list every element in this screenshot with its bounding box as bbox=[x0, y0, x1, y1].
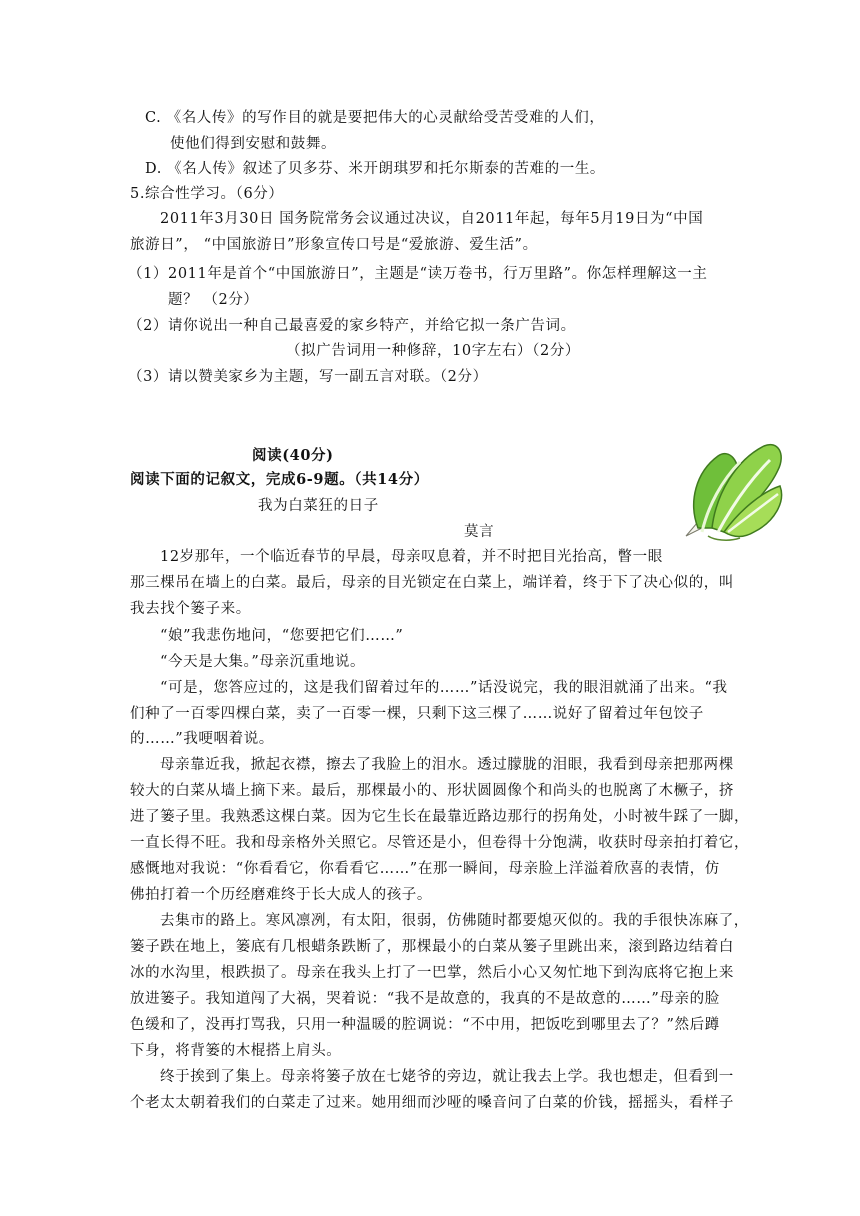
article-line-20: 下身，将背篓的木棍搭上肩头。 bbox=[130, 1043, 342, 1059]
article-line-13: 感慨地对我说：“你看看它，你看看它……”在那一瞬间，母亲脸上洋溢着欣喜的表情，仿 bbox=[130, 861, 720, 877]
article-line-21: 终于挨到了集上。母亲将篓子放在七姥爷的旁边，就让我去上学。我也想走，但看到一 bbox=[160, 1069, 734, 1085]
article-line-1: 12岁那年，一个临近春节的早晨，母亲叹息着，并不时把目光抬高，瞥一眼 bbox=[160, 549, 663, 565]
article-line-10: 较大的白菜从墙上摘下来。最后，那棵最小的、形状圆圆像个和尚头的也脱离了木橛子，挤 bbox=[130, 783, 734, 799]
option-c-line1: C. 《名人传》的写作目的就是要把伟大的心灵献给受苦受难的人们， bbox=[145, 110, 605, 126]
question-5-sub1-line2: 题？ （2分） bbox=[168, 292, 259, 308]
question-5-heading: 5.综合性学习。（6分） bbox=[130, 186, 284, 202]
article-line-2: 那三棵吊在墙上的白菜。最后，母亲的目光锁定在白菜上，端详着，终于下了决心似的，叫 bbox=[130, 575, 734, 591]
reading-section-title: 阅读(40分) bbox=[252, 447, 334, 464]
article-line-8: 的……”我哽咽着说。 bbox=[130, 731, 274, 747]
article-line-12: 一直长得不旺。我和母亲格外关照它。尽管还是小，但卷得十分饱满，收获时母亲拍打着它， bbox=[130, 835, 750, 851]
question-5-sub2-line2: （拟广告词用一种修辞，10字左右）（2分） bbox=[286, 343, 581, 359]
question-5-sub3: （3）请以赞美家乡为主题，写一副五言对联。（2分） bbox=[128, 369, 488, 385]
option-c-line2: 使他们得到安慰和鼓舞。 bbox=[170, 136, 337, 152]
article-line-5: “今天是大集。”母亲沉重地说。 bbox=[160, 654, 366, 670]
article-line-19: 色缓和了，没再打骂我，只用一种温暖的腔调说：“不中用，把饭吃到哪里去了？”然后蹲 bbox=[130, 1017, 720, 1033]
reading-instruction: 阅读下面的记叙文，完成6-9题。（共14分） bbox=[130, 471, 429, 488]
article-line-7: 们种了一百零四棵白菜，卖了一百零一棵，只剩下这三棵了……说好了留着过年包饺子 bbox=[130, 706, 704, 722]
cabbage-illustration bbox=[678, 432, 788, 544]
article-line-4: “娘”我悲伤地问，“您要把它们……” bbox=[160, 628, 404, 644]
article-line-6: “可是，您答应过的，这是我们留着过年的……”话没说完，我的眼泪就涌了出来。“我 bbox=[160, 680, 728, 696]
article-line-17: 冰的水沟里，根跌损了。母亲在我头上打了一巴掌，然后小心又匆忙地下到沟底将它抱上来 bbox=[130, 965, 734, 981]
article-line-16: 篓子跌在地上，篓底有几根蜡条跌断了，那棵最小的白菜从篓子里跳出来，滚到路边结着白 bbox=[130, 939, 734, 955]
question-5-intro-line1: 2011年3月30日 国务院常务会议通过决议，自2011年起，每年5月19日为“中国 bbox=[160, 211, 704, 227]
article-title: 我为白菜狂的日子 bbox=[258, 498, 379, 514]
article-line-15: 去集市的路上。寒风凛冽，有太阳，很弱，仿佛随时都要熄灭似的。我的手很快冻麻了， bbox=[160, 913, 749, 929]
question-5-sub1-line1: （1）2011年是首个“中国旅游日”，主题是“读万卷书，行万里路”。你怎样理解这一主 bbox=[128, 266, 708, 282]
option-d: D. 《名人传》叙述了贝多芬、米开朗琪罗和托尔斯泰的苦难的一生。 bbox=[145, 161, 606, 177]
article-line-14: 佛拍打着一个历经磨难终于长大成人的孩子。 bbox=[130, 887, 432, 903]
article-line-3: 我去找个篓子来。 bbox=[130, 601, 251, 617]
article-line-18: 放进篓子。我知道闯了大祸，哭着说：“我不是故意的，我真的不是故意的……”母亲的脸 bbox=[130, 991, 720, 1007]
article-line-11: 进了篓子里。我熟悉这棵白菜。因为它生长在最靠近路边那行的拐角处，小时被牛踩了一脚， bbox=[130, 809, 750, 825]
article-line-9: 母亲靠近我，掀起衣襟，擦去了我脸上的泪水。透过朦胧的泪眼，我看到母亲把那两棵 bbox=[160, 757, 734, 773]
question-5-intro-line2: 旅游日”， “中国旅游日”形象宣传口号是“爱旅游、爱生活”。 bbox=[130, 237, 538, 253]
article-author: 莫言 bbox=[464, 524, 495, 540]
article-line-22: 个老太太朝着我们的白菜走了过来。她用细而沙哑的嗓音问了白菜的价钱，摇摇头，看样子 bbox=[130, 1095, 734, 1111]
question-5-sub2-line1: （2）请你说出一种自己最喜爱的家乡特产，并给它拟一条广告词。 bbox=[128, 318, 576, 334]
